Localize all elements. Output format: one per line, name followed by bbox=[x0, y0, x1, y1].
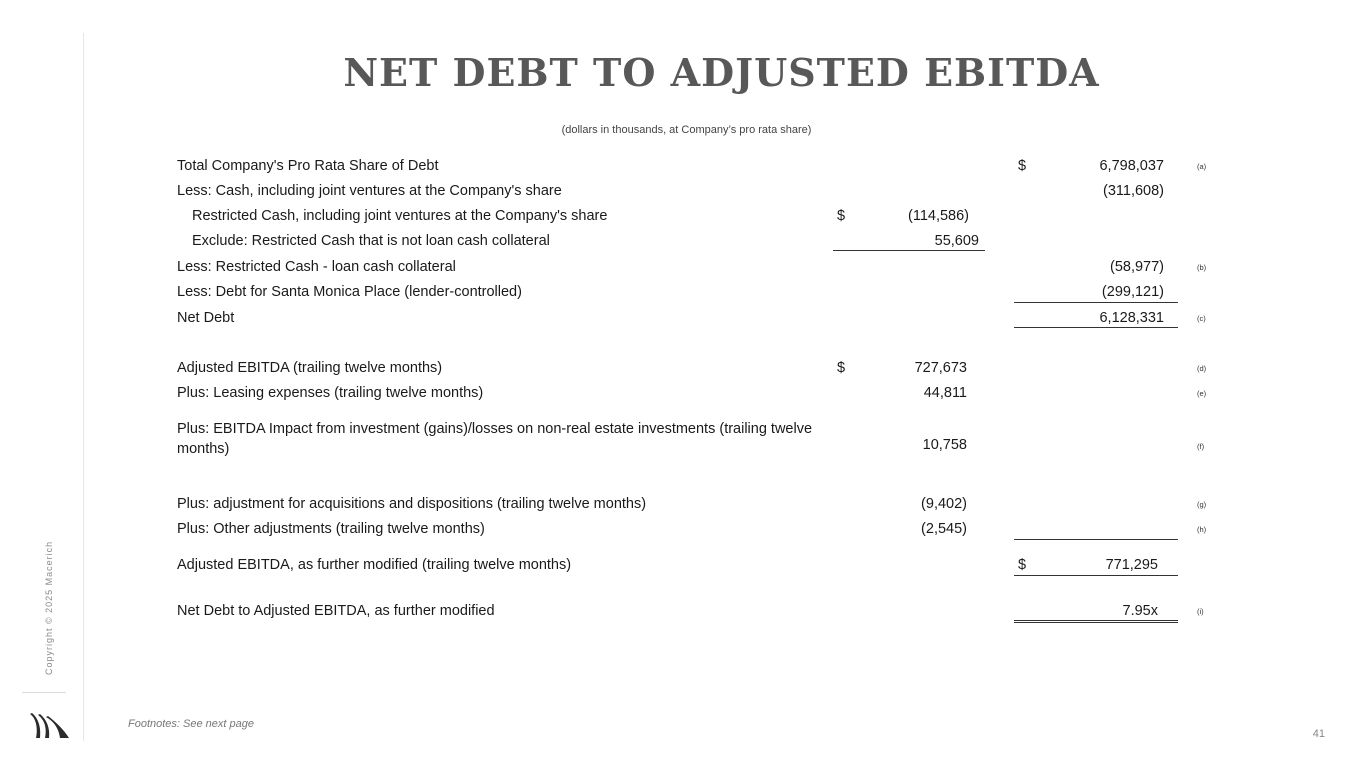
table-row bbox=[0, 517, 1365, 541]
total-underline bbox=[1014, 620, 1178, 621]
total-value: (299,121) bbox=[1101, 284, 1164, 300]
footnote-ref: (b) bbox=[1197, 263, 1207, 272]
ratio-value: 7.95x bbox=[1122, 603, 1158, 619]
row-label: Net Debt to Adjusted EBITDA, as further modified bbox=[177, 603, 495, 619]
sub-value: (114,586) bbox=[908, 208, 969, 224]
table-row bbox=[0, 381, 1365, 405]
sub-value: 44,811 bbox=[923, 385, 967, 401]
dollar-sign: $ bbox=[837, 360, 846, 376]
row-label: Total Company's Pro Rata Share of Debt bbox=[177, 158, 439, 174]
logo-divider bbox=[22, 692, 66, 693]
sub-value: 10,758 bbox=[922, 437, 967, 453]
footnote-ref: (d) bbox=[1197, 364, 1207, 373]
table-row bbox=[0, 356, 1365, 380]
subtotal-underline bbox=[833, 250, 985, 251]
footnote-ref: (a) bbox=[1197, 162, 1207, 171]
table-row bbox=[0, 154, 1365, 178]
row-label: Net Debt bbox=[177, 310, 235, 326]
sub-value: (2,545) bbox=[921, 521, 967, 537]
table-row bbox=[0, 229, 1365, 253]
footnote-ref: (e) bbox=[1197, 389, 1207, 398]
table-row bbox=[0, 553, 1365, 577]
row-label: Less: Cash, including joint ventures at the Company's share bbox=[177, 183, 562, 199]
sub-value: 727,673 bbox=[914, 360, 967, 376]
table-row bbox=[0, 280, 1365, 304]
footnote-ref: (i) bbox=[1197, 607, 1204, 616]
footnote-ref: (c) bbox=[1197, 314, 1206, 323]
row-label: Plus: adjustment for acquisitions and dispositions (trailing twelve months) bbox=[177, 496, 647, 512]
subtotal-underline bbox=[1014, 575, 1178, 576]
dollar-sign: $ bbox=[1018, 557, 1027, 573]
row-label: Less: Restricted Cash - loan cash collateral bbox=[177, 259, 456, 275]
table-row bbox=[0, 419, 1365, 463]
macerich-logo-icon bbox=[28, 712, 70, 740]
total-value: 6,798,037 bbox=[1099, 158, 1164, 174]
total-value: 6,128,331 bbox=[1099, 310, 1164, 326]
row-label: Restricted Cash, including joint ventures at the Company's share bbox=[192, 208, 608, 224]
table-row bbox=[0, 204, 1365, 228]
row-label: Plus: Other adjustments (trailing twelve months) bbox=[177, 521, 485, 537]
copyright-text: Copyright © 2025 Macerich bbox=[44, 540, 54, 675]
footnote-ref: (g) bbox=[1197, 500, 1207, 509]
total-value: (58,977) bbox=[1109, 259, 1164, 275]
subtotal-underline bbox=[1014, 539, 1178, 540]
total-value: 771,295 bbox=[1105, 557, 1158, 573]
page-subtitle: (dollars in thousands, at Company’s pro rata share) bbox=[561, 124, 812, 136]
footnote-ref: (f) bbox=[1197, 442, 1205, 451]
footnote-note: Footnotes: See next page bbox=[128, 718, 254, 730]
page-number: 41 bbox=[1312, 728, 1325, 740]
row-label: Plus: Leasing expenses (trailing twelve months) bbox=[177, 385, 484, 401]
sub-value: 55,609 bbox=[934, 233, 979, 249]
subtotal-underline bbox=[1014, 327, 1178, 328]
row-label: Adjusted EBITDA, as further modified (trailing twelve months) bbox=[177, 557, 572, 573]
row-label: Adjusted EBITDA (trailing twelve months) bbox=[177, 360, 443, 376]
row-label: Plus: EBITDA Impact from investment (gains)/losses on non-real estate investments (trailing twelve months) bbox=[177, 421, 813, 457]
dollar-sign: $ bbox=[1018, 158, 1027, 174]
total-double-underline bbox=[1014, 622, 1178, 623]
page-title: NET DEBT TO ADJUSTED EBITDA bbox=[343, 50, 1100, 95]
row-label: Exclude: Restricted Cash that is not loan cash collateral bbox=[192, 233, 550, 249]
table-row bbox=[0, 179, 1365, 203]
total-value: (311,608) bbox=[1103, 183, 1164, 199]
sub-value: (9,402) bbox=[921, 496, 967, 512]
subtotal-underline bbox=[1014, 302, 1178, 303]
footnote-ref: (h) bbox=[1197, 525, 1207, 534]
table-row bbox=[0, 255, 1365, 279]
dollar-sign: $ bbox=[837, 208, 846, 224]
row-label: Less: Debt for Santa Monica Place (lender-controlled) bbox=[177, 284, 522, 300]
table-row bbox=[0, 492, 1365, 516]
